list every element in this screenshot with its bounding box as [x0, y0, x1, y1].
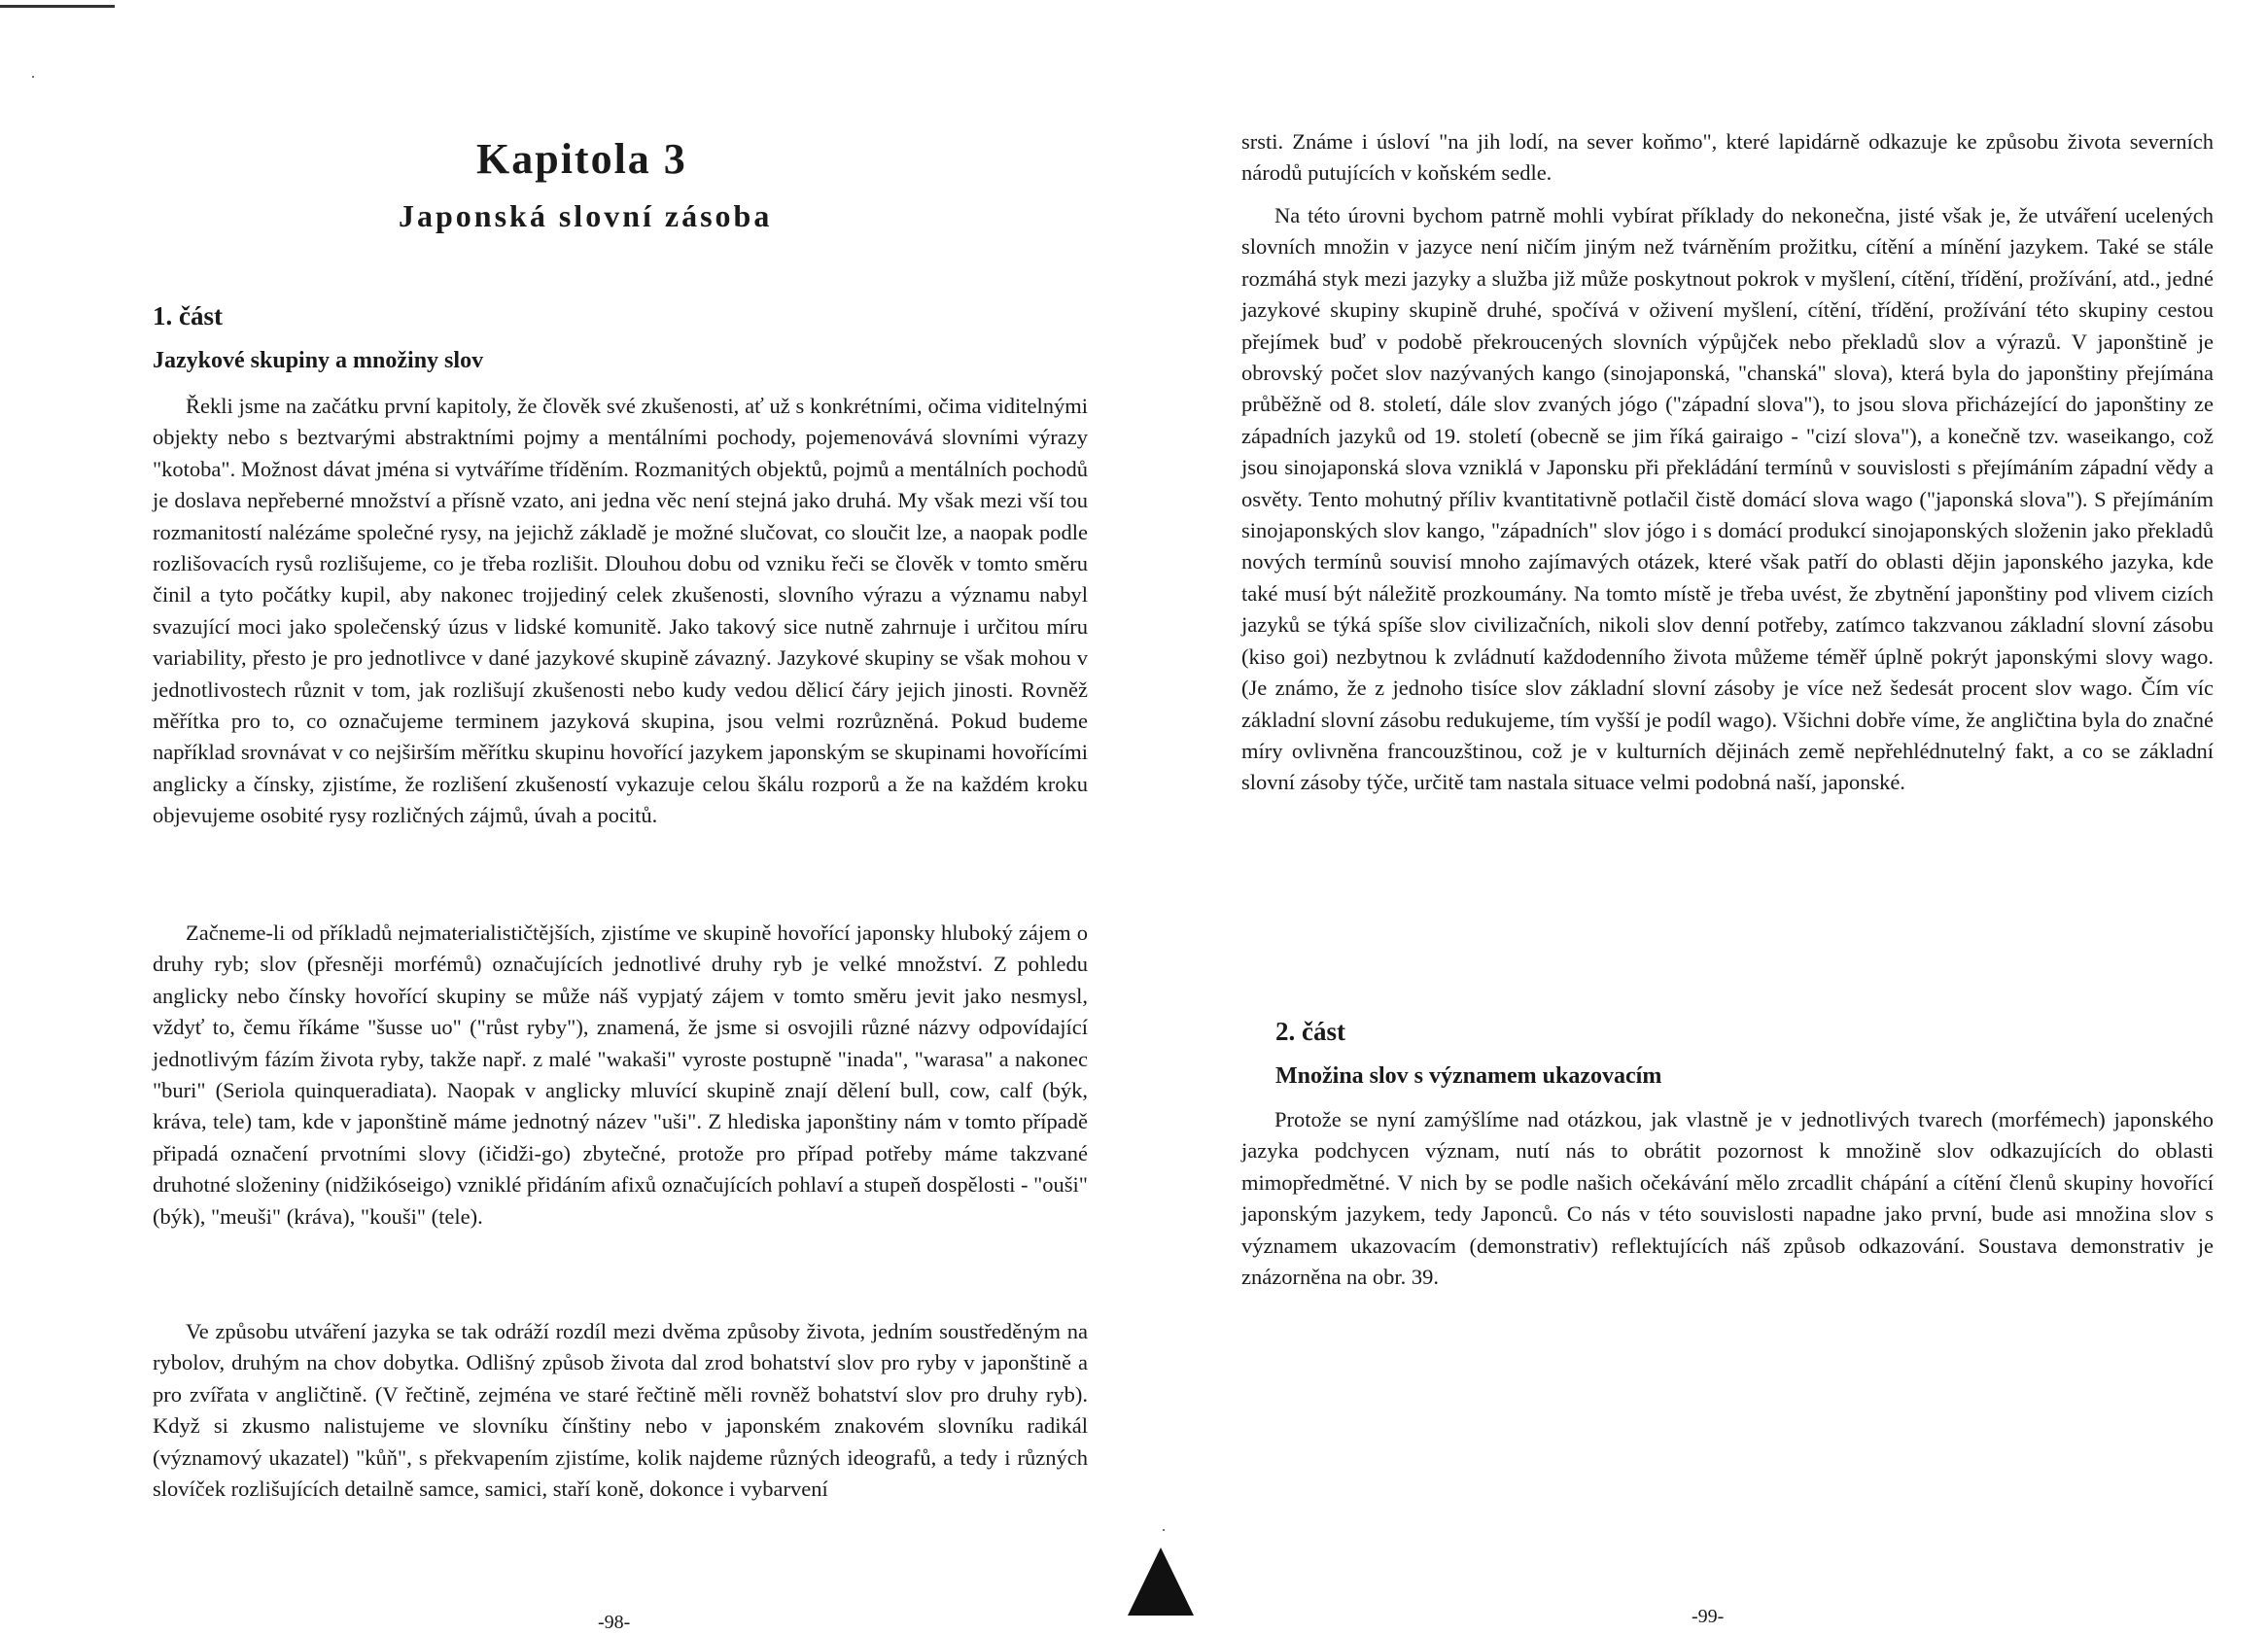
page-number: -98- — [598, 1612, 631, 1633]
binding-shadow — [1128, 1547, 1194, 1616]
left-page — [0, 0, 1128, 1634]
paragraph: Řekli jsme na začátku první kapitoly, že člověk své zkušenosti, ať už s konkrétními, očima viditelnými objekty nebo s beztvarými abstraktními pojmy a mentálními pochody, pojemenovává slovními výrazy "kotoba". Možnost dávat jména si vytváříme tříděním. Rozmanitých objektů, pojmů a mentálních pochodů je doslava nepřeberné množství a přísně vzato, ani jedna věc není stejná jako druhá. My však mezi vší tou rozmanitostí nalézáme společné rysy, na jejichž základě je možné slučovat, co sloučit lze, a naopak podle rozlišovacích rysů rozlišujeme, co je třeba rozlišit. Dlouhou dobu od vzniku řeči se člověk v tomto směru činil a tyto počátky kupil, aby nakonec trojjediný celek zkušenosti, slovního výrazu a významu nabyl svazující moci jako společenský úzus v lidské komunitě. Jako takový sice nutně zahrnuje i určitou míru variability, přesto je pro jednotlivce v dané jazykové skupině závazný. Jazykové skupiny se však mohou v jednotlivostech různit v tom, jak rozlišují zkušenosti nebo kudy vedou dělicí čáry jejich jinosti. Rovněž měřítka pro to, co označujeme terminem jazyková skupina, jsou velmi rozrůzněná. Pokud budeme například srovnávat v co nejširším měřítku skupinu hovořící jazykem japonským se skupinami hovořícími anglicky a čínsky, zjistíme, že rozlišení zkušeností vykazuje celou škálu rozporů a že na každém kroku objevujeme osobité rysy rozličných zájmů, úvah a pocitů. — [153, 394, 1088, 828]
page-number: -99- — [1692, 1606, 1725, 1627]
subsection-heading: Jazykové skupiny a množiny slov — [153, 348, 484, 373]
section-heading: 2. část — [1275, 1017, 1345, 1046]
chapter-title: Kapitola 3 — [476, 135, 687, 183]
right-page — [1128, 0, 2268, 1634]
paragraph: Protože se nyní zamýšlíme nad otázkou, jak vlastně je v jednotlivých tvarech (morfémech) japonského jazyka podchycen význam, nutí nás to obrátit pozornost k množině slov odkazujících do oblasti mimopředmětné. V nich by se podle našich očekávání mělo zrcadlit chápání a cítění členů skupiny hovořící japonským jazykem, tedy Japonců. Co nás v této souvislosti napadne jako první, bude asi množina slov s významem ukazovacím (demonstrativ) reflektujících náš způsob odkazování. Soustava demonstrativ je znázorněna na obr. 39. — [1241, 1107, 2214, 1290]
paragraph: Na této úrovni bychom patrně mohli vybírat příklady do nekonečna, jisté však je, že utváření ucelených slovních množin v jazyce není ničím jiným než tvárněním prožitku, cítění a mínění jazykem. Také se stále rozmáhá styk mezi jazyky a služba již může poskytnout pokrok v myšlení, cítění, třídění, prožívání, atd., jedné jazykové skupiny skupině druhé, spočívá v oživení myšlení, cítění, třídění, prožívání této skupiny cestou přejímek buď v podobě překroucených slovních výpůjček nebo překladů slov a výrazů. V japonštině je obrovský počet slov nazývaných kango (sinojaponská, "chanská" slova), která byla do japonštiny přejímána průběžně od 8. století, dále slov zvaných jógo ("západní slova"), to jsou slova přicházející do japonštiny ze západních jazyků od 19. století (obecně se jim říká gairaigo - "cizí slova"), a konečně tzv. waseikango, což jsou sinojaponská slova vzniklá v Japonsku při překládání termínů v souvislosti s přejímáním západní vědy a osvěty. Tento mohutný příliv kvantitativně potlačil čistě domácí slova wago ("japonská slova"). S přejímáním sinojaponských slov kango, "západních" slov jógo i s domácí produkcí sinojaponských složenin jako překladů nových termínů souvisí mnoho zajímavých otázek, které však patří do oblasti dějin japonského jazyka, kde také musí být náležitě prozkoumány. Na tomto místě je třeba uvést, že zbytnění japonštiny pod vlivem cizích jazyků se týká spíše slov civilizačních, nikoli slov denní potřeby, zatímco takzvanou základní slovní zásobu (kiso goi) nezbytnou k zvládnutí každodenního života můžeme téměř úplně pokrýt japonskými slovy wago. (Je známo, že z jednoho tisíce slov základní slovní zásoby je více než šedesát procent slov wago. Čím víc základní slovní zásobu redukujeme, tím vyšší je podíl wago). Všichni dobře víme, že angličtina byla do značné míry ovlivněna francouzštinou, což je v kulturních dějinách země nepřehlédnutelný fakt, a co se základní slovní zásoby týče, určitě tam nastala situace velmi podobná naší, japonské. — [1241, 203, 2214, 795]
paragraph: Ve způsobu utváření jazyka se tak odráží rozdíl mezi dvěma způsoby života, jedním soustředěným na rybolov, druhým na chov dobytka. Odlišný způsob života dal zrod bohatství slov pro ryby v japonštině a pro zvířata v angličtině. (V řečtině, zejména ve staré řečtině měli rovněž bohatství slov pro druhy ryb). Když si zkusmo nalistujeme ve slovníku čínštiny nebo v japonském znakovém slovníku radikál (významový ukazatel) "kůň", s překvapením zjistíme, kolik najdeme různých ideografů, a tedy i různých slovíček rozlišujících detailně samce, samici, staří koně, dokonce i vybarvení — [153, 1319, 1088, 1502]
paragraph: Začneme-li od příkladů nejmaterialističtějších, zjistíme ve skupině hovořící japonsky hluboký zájem o druhy ryb; slov (přesněji morfémů) označujících jednotlivé druhy ryb je velké množství. Z pohledu anglicky nebo čínsky hovořící skupiny se může náš vypjatý zájem v tomto směru jevit jako nesmysl, vždyť to, čemu říkáme "šusse uo" ("růst ryby"), znamená, že jsme si osvojili různé názvy odpovídající jednotlivým fázím života ryby, takže např. z malé "wakaši" vyroste postupně "inada", "warasa" a nakonec "buri" (Seriola quinqueradiata). Naopak v anglicky mluvící skupině znají dělení bull, cow, calf (býk, kráva, tele) tam, kde v japonštině máme jednotný název "uši". Z hlediska japonštiny nám v tomto případě připadá označení prvotními slovy (ičidži-go) zbytečné, protože pro případ potřeby máme takzvané druhotné složeniny (nidžikóseigo) vzniklé přidáním afixů označujících pohlaví a stupeň dospělosti - "ouši" (býk), "meuši" (kráva), "kouši" (tele). — [153, 921, 1088, 1229]
section-heading: 1. část — [153, 301, 223, 330]
paragraph: srsti. Známe i úsloví "na jih lodí, na sever koňmo", které lapidárně odkazuje ke způsobu života severních národů putujících v koňském sedle. — [1241, 129, 2214, 186]
chapter-subtitle: Japonská slovní zásoba — [399, 198, 773, 233]
speck — [1163, 1529, 1165, 1531]
speck — [32, 76, 34, 78]
subsection-heading: Množina slov s významem ukazovacím — [1275, 1063, 1662, 1089]
